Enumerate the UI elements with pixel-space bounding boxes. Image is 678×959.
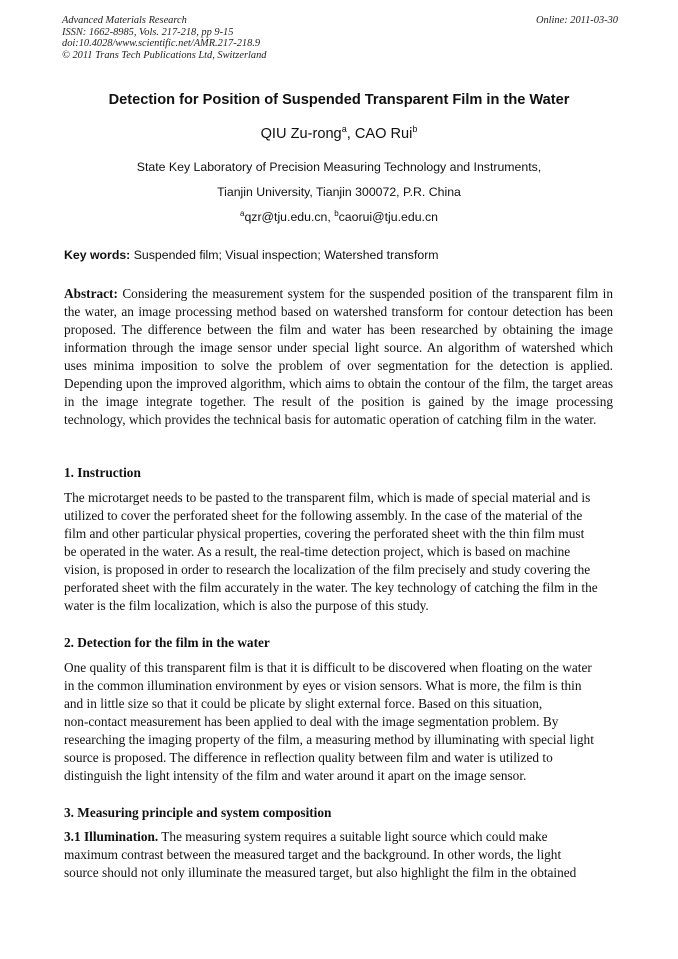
section-heading: 1. Instruction [64, 465, 141, 480]
section-body [64, 489, 613, 615]
email-separator: , [327, 210, 335, 224]
email-mark: a [240, 209, 245, 218]
text-line: water is the film localization, which is also the purpose of this study. [64, 598, 429, 613]
journal-header [62, 15, 618, 62]
journal-issn: ISSN: 1662-8985, Vols. 217-218, pp 9-15 [62, 26, 234, 38]
section-heading: 2. Detection for the film in the water [64, 635, 270, 650]
text-line: source is proposed. The difference in reflection quality between film and water is utilized to [64, 750, 553, 765]
section-body [64, 659, 613, 785]
email-link: caorui@tju.edu.cn [338, 210, 438, 224]
text-line: distinguish the light intensity of the film and water around it apart on the image sensor. [64, 768, 527, 783]
author-name: QIU Zu-rong [260, 126, 342, 142]
paper-title: Detection for Position of Suspended Transparent Film in the Water [108, 92, 570, 108]
text-fragment: The measuring system requires a suitable light source which could make [158, 829, 548, 844]
journal-copyright: © 2011 Trans Tech Publications Ltd, Switzerland [62, 50, 267, 62]
author-emails [0, 209, 678, 224]
author-affiliation-mark: a [341, 124, 347, 134]
journal-doi: doi:10.4028/www.scientific.net/AMR.217-218.9 [62, 38, 261, 50]
text-line: film and other particular physical properties, covering the perforated sheet with the thin film must [64, 526, 585, 541]
text-line: and in little size so that it could be plicate by slight external force. Based on this situation, [64, 696, 543, 711]
email-mark: b [334, 209, 339, 218]
keywords-text: Suspended film; Visual inspection; Watershed transform [130, 248, 439, 262]
text-line [64, 828, 613, 846]
abstract [64, 285, 613, 429]
online-date: Online: 2011-03-30 [535, 15, 618, 26]
abstract-text: Considering the measurement system for the suspended position of the transparent film in the water, an image processing method based on watershed transform for contour detection has been proposed. The difference between the film and water has been researched by obtaining the image information through the image sensor under special light source. An algorithm of watershed which uses minima imposition to solve the problem of over segmentation for the detection is applied. Depending upon the improved algorithm, which aims to obtain the contour of the film, the target areas in the image integrate together. The result of the position is gained by the image processing technology, which provides the technical basis for automatic operation of catching film in the water. [64, 286, 613, 427]
text-line: source should not only illuminate the measured target, but also highlight the film in the obtained [64, 865, 577, 880]
author-affiliation-mark: b [412, 124, 418, 134]
journal-name: Advanced Materials Research [62, 15, 187, 26]
text-line: utilized to cover the perforated sheet for the following assembly. In the case of the material of the [64, 508, 583, 523]
text-line: vision, is proposed in order to research the localization of the film precisely and study covering the [64, 562, 591, 577]
author-name: CAO Rui [354, 126, 413, 142]
section-body [64, 828, 613, 882]
author-separator: , [346, 126, 355, 142]
text-line: One quality of this transparent film is that it is difficult to be discovered when floating on the water [64, 660, 592, 675]
section-heading: 3. Measuring principle and system composition [64, 805, 332, 820]
keywords [64, 248, 620, 262]
abstract-label: Abstract: [64, 286, 118, 301]
text-line: researching the imaging property of the film, a measuring method by illuminating with special light [64, 732, 594, 747]
subsection-label: 3.1 Illumination. [64, 829, 159, 844]
text-line: be operated in the water. As a result, the real-time detection project, which is based on machine [64, 544, 571, 559]
author-list [0, 124, 678, 142]
affiliation-line: Tianjin University, Tianjin 300072, P.R. China [217, 185, 461, 199]
text-line: in the common illumination environment by eyes or vision sensors. What is more, the film is thin [64, 678, 582, 693]
text-line: non-contact measurement has been applied to deal with the image segmentation problem. By [64, 714, 559, 729]
text-line: perforated sheet with the film accurately in the water. The key technology of catching the film in the [64, 580, 598, 595]
affiliation-line: State Key Laboratory of Precision Measuring Technology and Instruments, [136, 160, 542, 174]
text-line: maximum contrast between the measured target and the background. In other words, the light [64, 847, 562, 862]
email-link: qzr@tju.edu.cn [244, 210, 328, 224]
text-line: The microtarget needs to be pasted to the transparent film, which is made of special material and is [64, 490, 591, 505]
keywords-label: Key words: [64, 248, 131, 262]
